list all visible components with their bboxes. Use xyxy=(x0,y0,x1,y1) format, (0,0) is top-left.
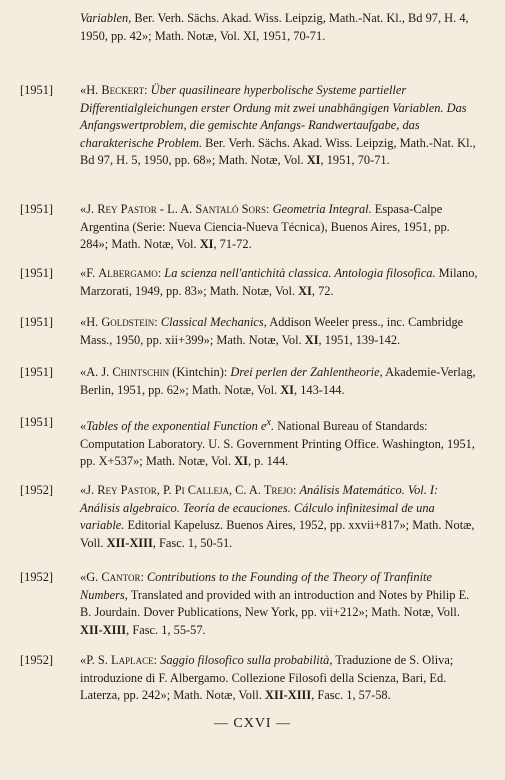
entry-tail: , 143-144. xyxy=(294,382,345,397)
entry-title: Drei perlen der Zahlentheorie, xyxy=(230,365,383,379)
entry-separator: : xyxy=(157,266,165,280)
entry-year: [1952] xyxy=(20,483,54,497)
entry-publication: Akademie-Verlag, Berlin, 1951, pp. 62»; Math. Notæ, Vol. xyxy=(80,365,476,397)
entry-prefix: «G. xyxy=(80,570,102,584)
continuation-text: Ber. Verh. Sächs. Akad. Wiss. Leipzig, Math.-Nat. Kl., Bd 97, H. 4, 1950, pp. 42»; Math. Notæ, Vol. XI, 1951, 70-71. xyxy=(80,11,469,43)
entry-text xyxy=(80,201,480,254)
entry-title: La scienza nell'antichità classica. Antologia filosofica. xyxy=(164,266,436,280)
entry-author: Cantor xyxy=(101,570,141,584)
entry-year: [1951] xyxy=(20,83,54,97)
entry-author: Rey Pastor - L. A. Santaló Sors xyxy=(97,202,267,216)
entry-text xyxy=(80,364,480,399)
entry-tail: , p. 144. xyxy=(247,454,289,469)
entry-separator: : xyxy=(140,570,147,584)
entry-separator: : xyxy=(266,202,273,216)
entry-volume: XI xyxy=(280,382,294,397)
entry-separator: : xyxy=(154,315,161,329)
continuation-italic: Variablen, xyxy=(80,11,132,25)
entry-prefix: «J. xyxy=(80,202,98,216)
entry-text xyxy=(80,652,480,705)
entry-title: Classical Mechanics, xyxy=(160,315,267,329)
entry-separator: : xyxy=(144,83,151,97)
entry-volume: XII-XIII xyxy=(80,622,127,637)
entry-year: [1951] xyxy=(20,415,54,429)
entry-prefix: «J. xyxy=(80,483,98,497)
entry-title: Contributions to the Founding of the Theory of Tranfinite Numbers, xyxy=(80,570,432,602)
entry-text xyxy=(80,265,480,300)
entry-year: [1951] xyxy=(20,365,54,379)
entry-title: Tables of the exponential Function e xyxy=(86,419,267,434)
entry-author: Goldstein xyxy=(101,315,155,329)
entry-text xyxy=(80,82,480,170)
entry-year: [1952] xyxy=(20,570,54,584)
entry-publication: Ber. Verh. Sächs. Akad. Wiss. Leipzig, Math.-Nat. Kl., Bd 97, H. 5, 1950, pp. 68»; Math. Notæ, Vol. xyxy=(80,135,476,168)
entry-title: Geometria Integral. xyxy=(272,202,372,216)
entry-title-superscript: x xyxy=(266,417,272,428)
entry-publication: Translated and provided with an introduction and Notes by Philip E. B. Jourdain. Dover Publications, New York, pp. vii+212»; Math. Notæ, Voll. xyxy=(80,587,470,620)
continuation-entry xyxy=(80,10,480,45)
entry-year: [1951] xyxy=(20,202,54,216)
entry-prefix: «H. xyxy=(80,83,102,97)
entry-author: Rey Pastor, P. Pi Calleja, C. A. Trejo xyxy=(97,483,293,497)
entry-separator: (Kintchin): xyxy=(169,365,231,379)
entry-year: [1952] xyxy=(20,653,54,667)
entry-text xyxy=(80,569,480,639)
entry-separator: : xyxy=(153,653,161,667)
entry-text xyxy=(80,414,480,471)
entry-year: [1951] xyxy=(20,266,54,280)
entry-tail: , 71-72. xyxy=(213,237,252,252)
entry-volume: XI xyxy=(298,283,312,298)
entry-volume: XI xyxy=(234,454,248,469)
entry-author: Beckert xyxy=(101,83,145,97)
entry-title: Saggio filosofico sulla probabilità, xyxy=(160,653,333,667)
entry-publication: Traduzione de S. Oliva; introduzione di F. Albergamo. Collezione Filosofi della Scienza, Bari, Ed. Laterza, pp. 242»; Math. Notæ, Voll. xyxy=(80,653,454,703)
entry-title-end: . xyxy=(271,419,275,434)
entry-tail: , 72. xyxy=(311,283,334,298)
entry-tail: , Fasc. 1, 50-51. xyxy=(152,535,233,550)
entry-title: Análisis Matemático. Vol. I: Análisis algebraico. Teoría de ecauciones. Cálculo infinitesimal de una variable. xyxy=(80,483,439,533)
entry-tail: , 1951, 139-142. xyxy=(318,332,401,347)
entry-volume: XII-XIII xyxy=(265,688,312,703)
entry-publication: Addison Weeler press., inc. Cambridge Mass., 1950, pp. xii+399»; Math. Notæ, Vol. xyxy=(80,315,464,347)
entry-tail: , 1951, 70-71. xyxy=(320,153,390,168)
entry-author: Chintschin xyxy=(112,365,170,379)
entry-prefix: «H. xyxy=(80,315,102,329)
entry-text xyxy=(80,314,480,349)
entry-volume: XI xyxy=(304,332,319,347)
entry-author: Laplace xyxy=(111,653,154,667)
page-number: — CXVI — xyxy=(213,716,292,731)
entry-prefix: «P. S. xyxy=(80,653,111,667)
entry-author: Albergamo xyxy=(98,266,158,280)
entry-publication: Editorial Kapelusz. Buenos Aires, 1952, pp. xxvii+817»; Math. Notæ, Voll. xyxy=(80,518,475,550)
entry-tail: , Fasc. 1, 57-58. xyxy=(311,688,391,703)
entry-prefix: «A. J. xyxy=(80,365,113,379)
entry-prefix: « xyxy=(80,419,87,434)
entry-volume: XI xyxy=(199,237,214,252)
entry-publication: National Bureau of Standards: Computation Laboratory. U. S. Government Printing Office. Washington, 1951, pp. X+537»; Math. Notæ, Vol. xyxy=(80,419,475,469)
entry-separator: : xyxy=(292,483,300,497)
entry-volume: XII-XIII xyxy=(106,535,153,550)
entry-title: Über quasilineare hyperbolische Systeme partieller Differentialgleichungen erster Ordung mit zwei unabhängigen Variablen. Das Anfangswertproblem, die gemischte Anfangs- Randwertaufgabe, das charakterische Problem. xyxy=(80,83,467,150)
entry-text xyxy=(80,482,480,552)
entry-publication: Milano, Marzorati, 1949, pp. 83»; Math. Notæ, Vol. xyxy=(80,266,478,298)
entry-publication: Espasa-Calpe Argentina (Serie: Nueva Ciencia-Nueva Técnica), Buenos Aires, 1951, pp. 284»; Math. Notæ, Vol. xyxy=(80,202,450,252)
entry-tail: , Fasc. 1, 55-57. xyxy=(126,622,206,637)
entry-prefix: «F. xyxy=(80,266,99,280)
entry-volume: XI xyxy=(306,153,321,168)
entry-year: [1951] xyxy=(20,315,54,329)
